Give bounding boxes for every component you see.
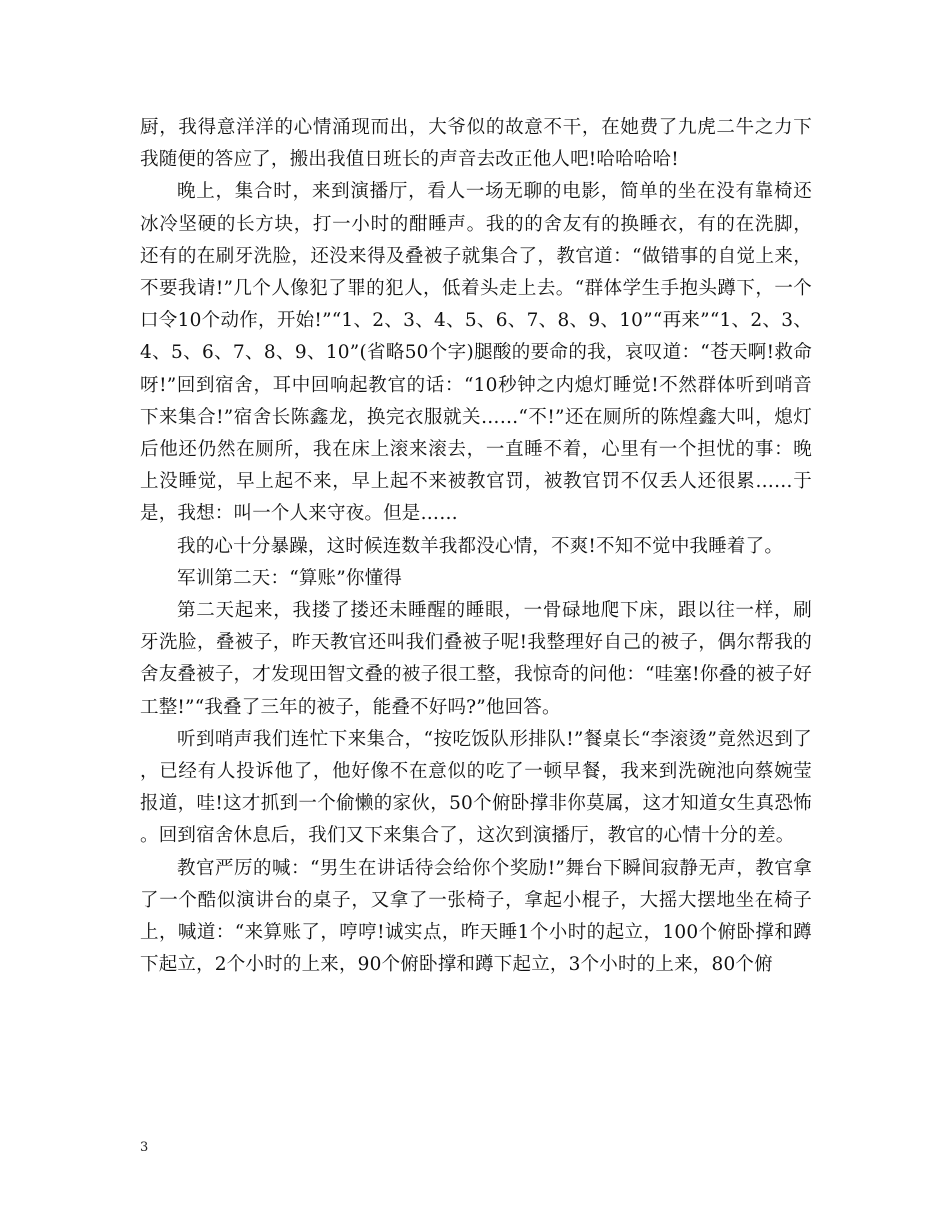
paragraph-4: 第二天起来，我搂了搂还未睡醒的睡眼，一骨碌地爬下床，跟以往一样，刷牙洗脸，叠被子，昨天教官还叫我们叠被子呢!我整理好自己的被子，偶尔帮我的舍友叠被子，才发现田智文叠的被子很工整，我惊奇的问他：“哇塞!你叠的被子好工整!”“我叠了三年的被子，能叠不好吗?”他回答。 [140,600,812,718]
paragraph-2: 晚上，集合时，来到演播厅，看人一场无聊的电影，简单的坐在没有靠椅还冰冷坚硬的长方块，打一小时的酣睡声。我的的舍友有的换睡衣，有的在洗脚，还有的在刷牙洗脸，还没来得及叠被子就集合了，教官道：“做错事的自觉上来，不要我请!”几个人像犯了罪的犯人，低着头走上去。“群体学生手抱头蹲下，一个口令10个动作，开始!”“1、2、3、4、5、6、7、8、9、10”“再来”“1、2、3、4、5、6、7、8、9、10”(省略50个字)腿酸的要命的我，哀叹道：“苍天啊!救命呀!”回到宿舍，耳中回响起教官的话：“10秒钟之内熄灯睡觉!不然群体听到哨音下来集合!”宿舍长陈鑫龙，换完衣服就关……“不!”还在厕所的陈煌鑫大叫，熄灯后他还仍然在厕所，我在床上滚来滚去，一直睡不着，心里有一个担忧的事：晚上没睡觉，早上起不来，早上起不来被教官罚，被教官罚不仅丢人还很累……于是，我想：叫一个人来守夜。但是…… [140,181,812,525]
paragraph-6: 教官严厉的喊：“男生在讲话待会给你个奖励!”舞台下瞬间寂静无声，教官拿了一个酷似演讲台的桌子，又拿了一张椅子，拿起小棍子，大摇大摆地坐在椅子上，喊道：“来算账了，哼哼!诚实点，昨天睡1个小时的起立，100个俯卧撑和蹲下起立，2个小时的上来，90个俯卧撑和蹲下起立，3个小时的上来，80个俯 [140,857,812,976]
paragraph-5: 听到哨声我们连忙下来集合，“按吃饭队形排队!”餐桌长“李滚烫”竟然迟到了，已经有人投诉他了，他好像不在意似的吃了一顿早餐，我来到洗碗池向蔡婉莹报道，哇!这才抓到一个偷懒的家伙，50个俯卧撑非你莫属，这才知道女生真恐怖。回到宿舍休息后，我们又下来集合了，这次到演播厅，教官的心情十分的差。 [140,728,812,847]
page-number: 3 [140,1140,149,1155]
document-body [140,112,812,981]
paragraph-3: 我的心十分暴躁，这时候连数羊我都没心情，不爽!不知不觉中我睡着了。 [177,535,784,557]
section-heading: 军训第二天：“算账”你懂得 [177,567,403,589]
paragraph-1: 厨，我得意洋洋的心情涌现而出，大爷似的故意不干，在她费了九虎二牛之力下我随便的答应了，搬出我值日班长的声音去改正他人吧!哈哈哈哈! [140,117,812,171]
